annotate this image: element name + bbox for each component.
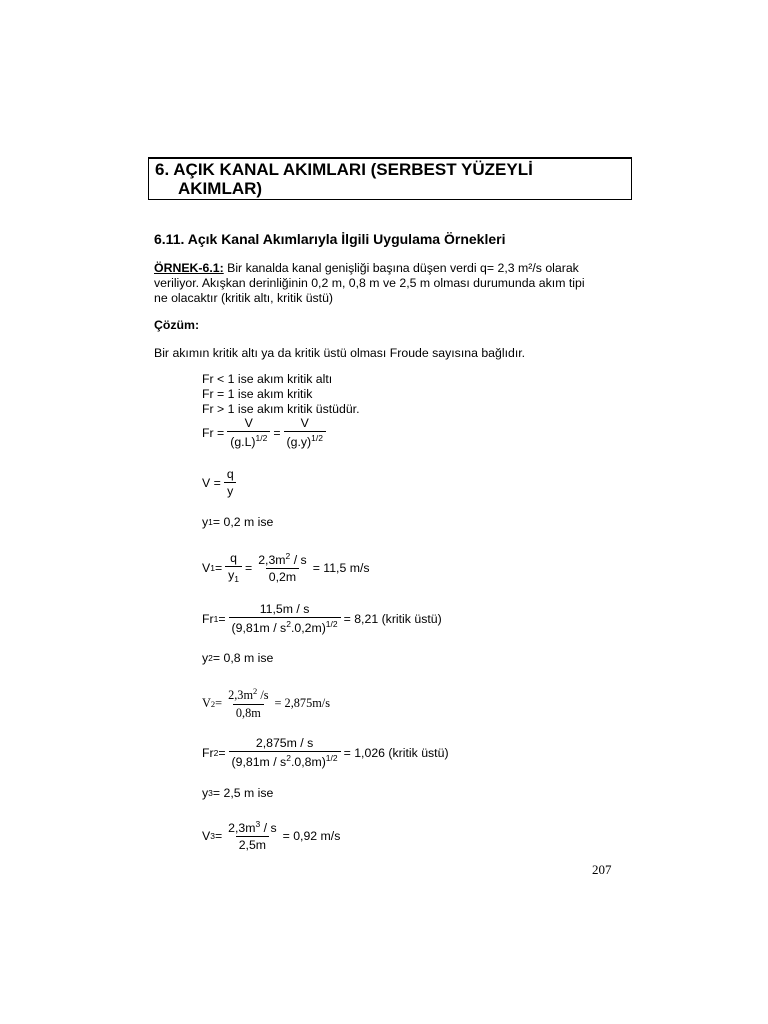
case3-velocity	[202, 819, 340, 852]
example-line3: ne olacaktır (kritik altı, kritik üstü)	[154, 291, 334, 305]
case1-v-eq2: =	[245, 560, 253, 575]
froude-fraction-2	[284, 416, 326, 449]
case2-fr-den-a: (9,81m / s	[231, 755, 287, 769]
case1-v-eq: =	[214, 560, 223, 575]
case3-v-eq: =	[214, 828, 223, 843]
case1-v-num2-a: 2,3m	[258, 553, 286, 567]
case1-fr-den-exp2: 1/2	[325, 619, 338, 629]
case2-froude	[202, 736, 449, 769]
case2-v-result: = 2,875m/s	[274, 696, 330, 710]
case1-v-sub: 1	[210, 562, 215, 573]
example-line1	[154, 261, 579, 276]
case1-y-text: = 0,2 m ise	[212, 515, 274, 529]
froude-fraction-1	[227, 416, 270, 449]
example-text-1: Bir kanalda kanal genişliği başına düşen verdi q= 2,3 m²/s olarak	[223, 261, 579, 275]
solution-label: Çözüm:	[154, 318, 200, 332]
froude-den-2	[284, 431, 326, 449]
case2-y-symbol: y	[202, 651, 209, 665]
froude-lhs: Fr =	[202, 425, 225, 440]
case2-fr-den	[229, 751, 341, 769]
velocity-fraction	[224, 467, 237, 498]
case3-y-sub: 3	[208, 788, 213, 798]
case2-v-num	[225, 686, 271, 704]
case1-v-symbol: V	[202, 560, 211, 575]
chapter-top-rule	[149, 157, 631, 159]
case3-y-symbol: y	[202, 786, 209, 800]
case1-v-den-symbol: y	[228, 568, 235, 582]
case1-y-symbol: y	[202, 515, 209, 529]
case3-v-sub: 3	[210, 830, 215, 841]
case2-v-fraction	[225, 686, 271, 721]
case2-v-num-exp: 2	[253, 686, 258, 696]
case2-v-num-a: 2,3m	[228, 688, 254, 702]
case2-fr-result: = 1,026 (kritik üstü)	[343, 745, 449, 760]
velocity-num: q	[226, 467, 234, 481]
chapter-title-line1: 6. AÇIK KANAL AKIMLARI (SERBEST YÜZEYLİ	[155, 160, 533, 179]
case1-fr-den-b: .0,2m)	[290, 621, 326, 635]
case1-v-num: q	[230, 551, 237, 565]
velocity-den: y	[224, 482, 236, 498]
case1-v-result: = 11,5 m/s	[312, 560, 370, 575]
case3-v-num	[225, 819, 279, 836]
case1-y-sub: 1	[208, 517, 213, 527]
intro-text: Bir akımın kritik altı ya da kritik üstü olması Froude sayısına bağlıdır.	[154, 346, 526, 360]
froude-num-2: V	[300, 416, 309, 430]
example-label: ÖRNEK-6.1:	[154, 261, 224, 275]
case3-y-text: = 2,5 m ise	[212, 786, 274, 800]
case1-fr-sub: 1	[213, 613, 219, 624]
case3-v-num-a: 2,3m	[228, 821, 256, 835]
case1-depth	[202, 515, 273, 529]
case1-fr-den	[229, 617, 341, 635]
case3-v-den: 2,5m	[236, 836, 269, 852]
case2-v-sub: 2	[210, 698, 216, 709]
case1-v-fraction-1	[225, 551, 242, 584]
froude-num-1: V	[244, 416, 253, 430]
velocity-lhs: V =	[202, 475, 221, 490]
case1-v-num2-b: / s	[290, 553, 307, 567]
froude-den-2-base: (g.y)	[286, 435, 312, 449]
froude-equals: =	[273, 425, 281, 440]
case2-fr-fraction	[229, 736, 341, 769]
case2-v-den: 0,8m	[233, 704, 264, 721]
velocity-formula	[202, 467, 240, 498]
case2-fr-symbol: Fr	[202, 745, 214, 760]
case1-fr-num: 11,5m / s	[259, 602, 310, 616]
condition-2: Fr = 1 ise akım kritik	[202, 387, 313, 401]
case1-fr-den-exp: 2	[286, 619, 291, 629]
case1-v-num2-exp: 2	[285, 551, 291, 561]
case2-fr-eq: =	[218, 745, 226, 760]
case1-fr-eq: =	[218, 611, 226, 626]
froude-den-1	[227, 431, 270, 449]
case3-v-result: = 0,92 m/s	[282, 828, 341, 843]
condition-3: Fr > 1 ise akım kritik üstüdür.	[202, 402, 360, 416]
case2-depth	[202, 651, 273, 665]
case2-fr-num: 2,875m / s	[255, 736, 314, 750]
case1-fr-den-a: (9,81m / s	[231, 621, 287, 635]
case1-velocity	[202, 551, 370, 584]
froude-den-1-exp: 1/2	[255, 433, 268, 443]
case1-froude	[202, 602, 442, 635]
case2-fr-den-exp2: 1/2	[325, 753, 338, 763]
froude-formula	[202, 416, 329, 449]
case1-v-num2	[255, 551, 309, 568]
case2-y-sub: 2	[208, 653, 213, 663]
page-number: 207	[592, 862, 612, 877]
case3-depth	[202, 786, 273, 800]
case3-v-num-b: / s	[260, 821, 277, 835]
case1-v-den-sub: 1	[234, 574, 240, 584]
case2-fr-den-b: .0,8m)	[290, 755, 326, 769]
example-line2: veriliyor. Akışkan derinliğinin 0,2 m, 0,8 m ve 2,5 m olması durumunda akım tipi	[154, 276, 585, 290]
case2-fr-sub: 2	[213, 747, 219, 758]
case1-v-fraction-2	[255, 551, 309, 584]
case3-v-symbol: V	[202, 828, 211, 843]
section-title: 6.11. Açık Kanal Akımlarıyla İlgili Uygulama Örnekleri	[154, 231, 506, 247]
case2-velocity	[202, 686, 330, 721]
case2-v-num-b: /s	[257, 688, 269, 702]
chapter-title-line2: AKIMLAR)	[178, 179, 263, 198]
case3-v-num-exp: 3	[255, 819, 261, 829]
case2-fr-den-exp: 2	[286, 753, 291, 763]
froude-den-2-exp: 1/2	[311, 433, 323, 443]
froude-den-1-base: (g.L)	[230, 435, 256, 449]
case2-v-eq: =	[215, 696, 223, 710]
case2-v-symbol: V	[202, 696, 211, 710]
condition-1: Fr < 1 ise akım kritik altı	[202, 372, 333, 386]
case1-fr-fraction	[229, 602, 341, 635]
case1-fr-symbol: Fr	[202, 611, 214, 626]
case1-fr-result: = 8,21 (kritik üstü)	[343, 611, 442, 626]
case1-v-den2: 0,2m	[266, 568, 299, 584]
case3-v-fraction	[225, 819, 279, 852]
case1-v-den	[225, 566, 242, 584]
case2-y-text: = 0,8 m ise	[212, 651, 274, 665]
